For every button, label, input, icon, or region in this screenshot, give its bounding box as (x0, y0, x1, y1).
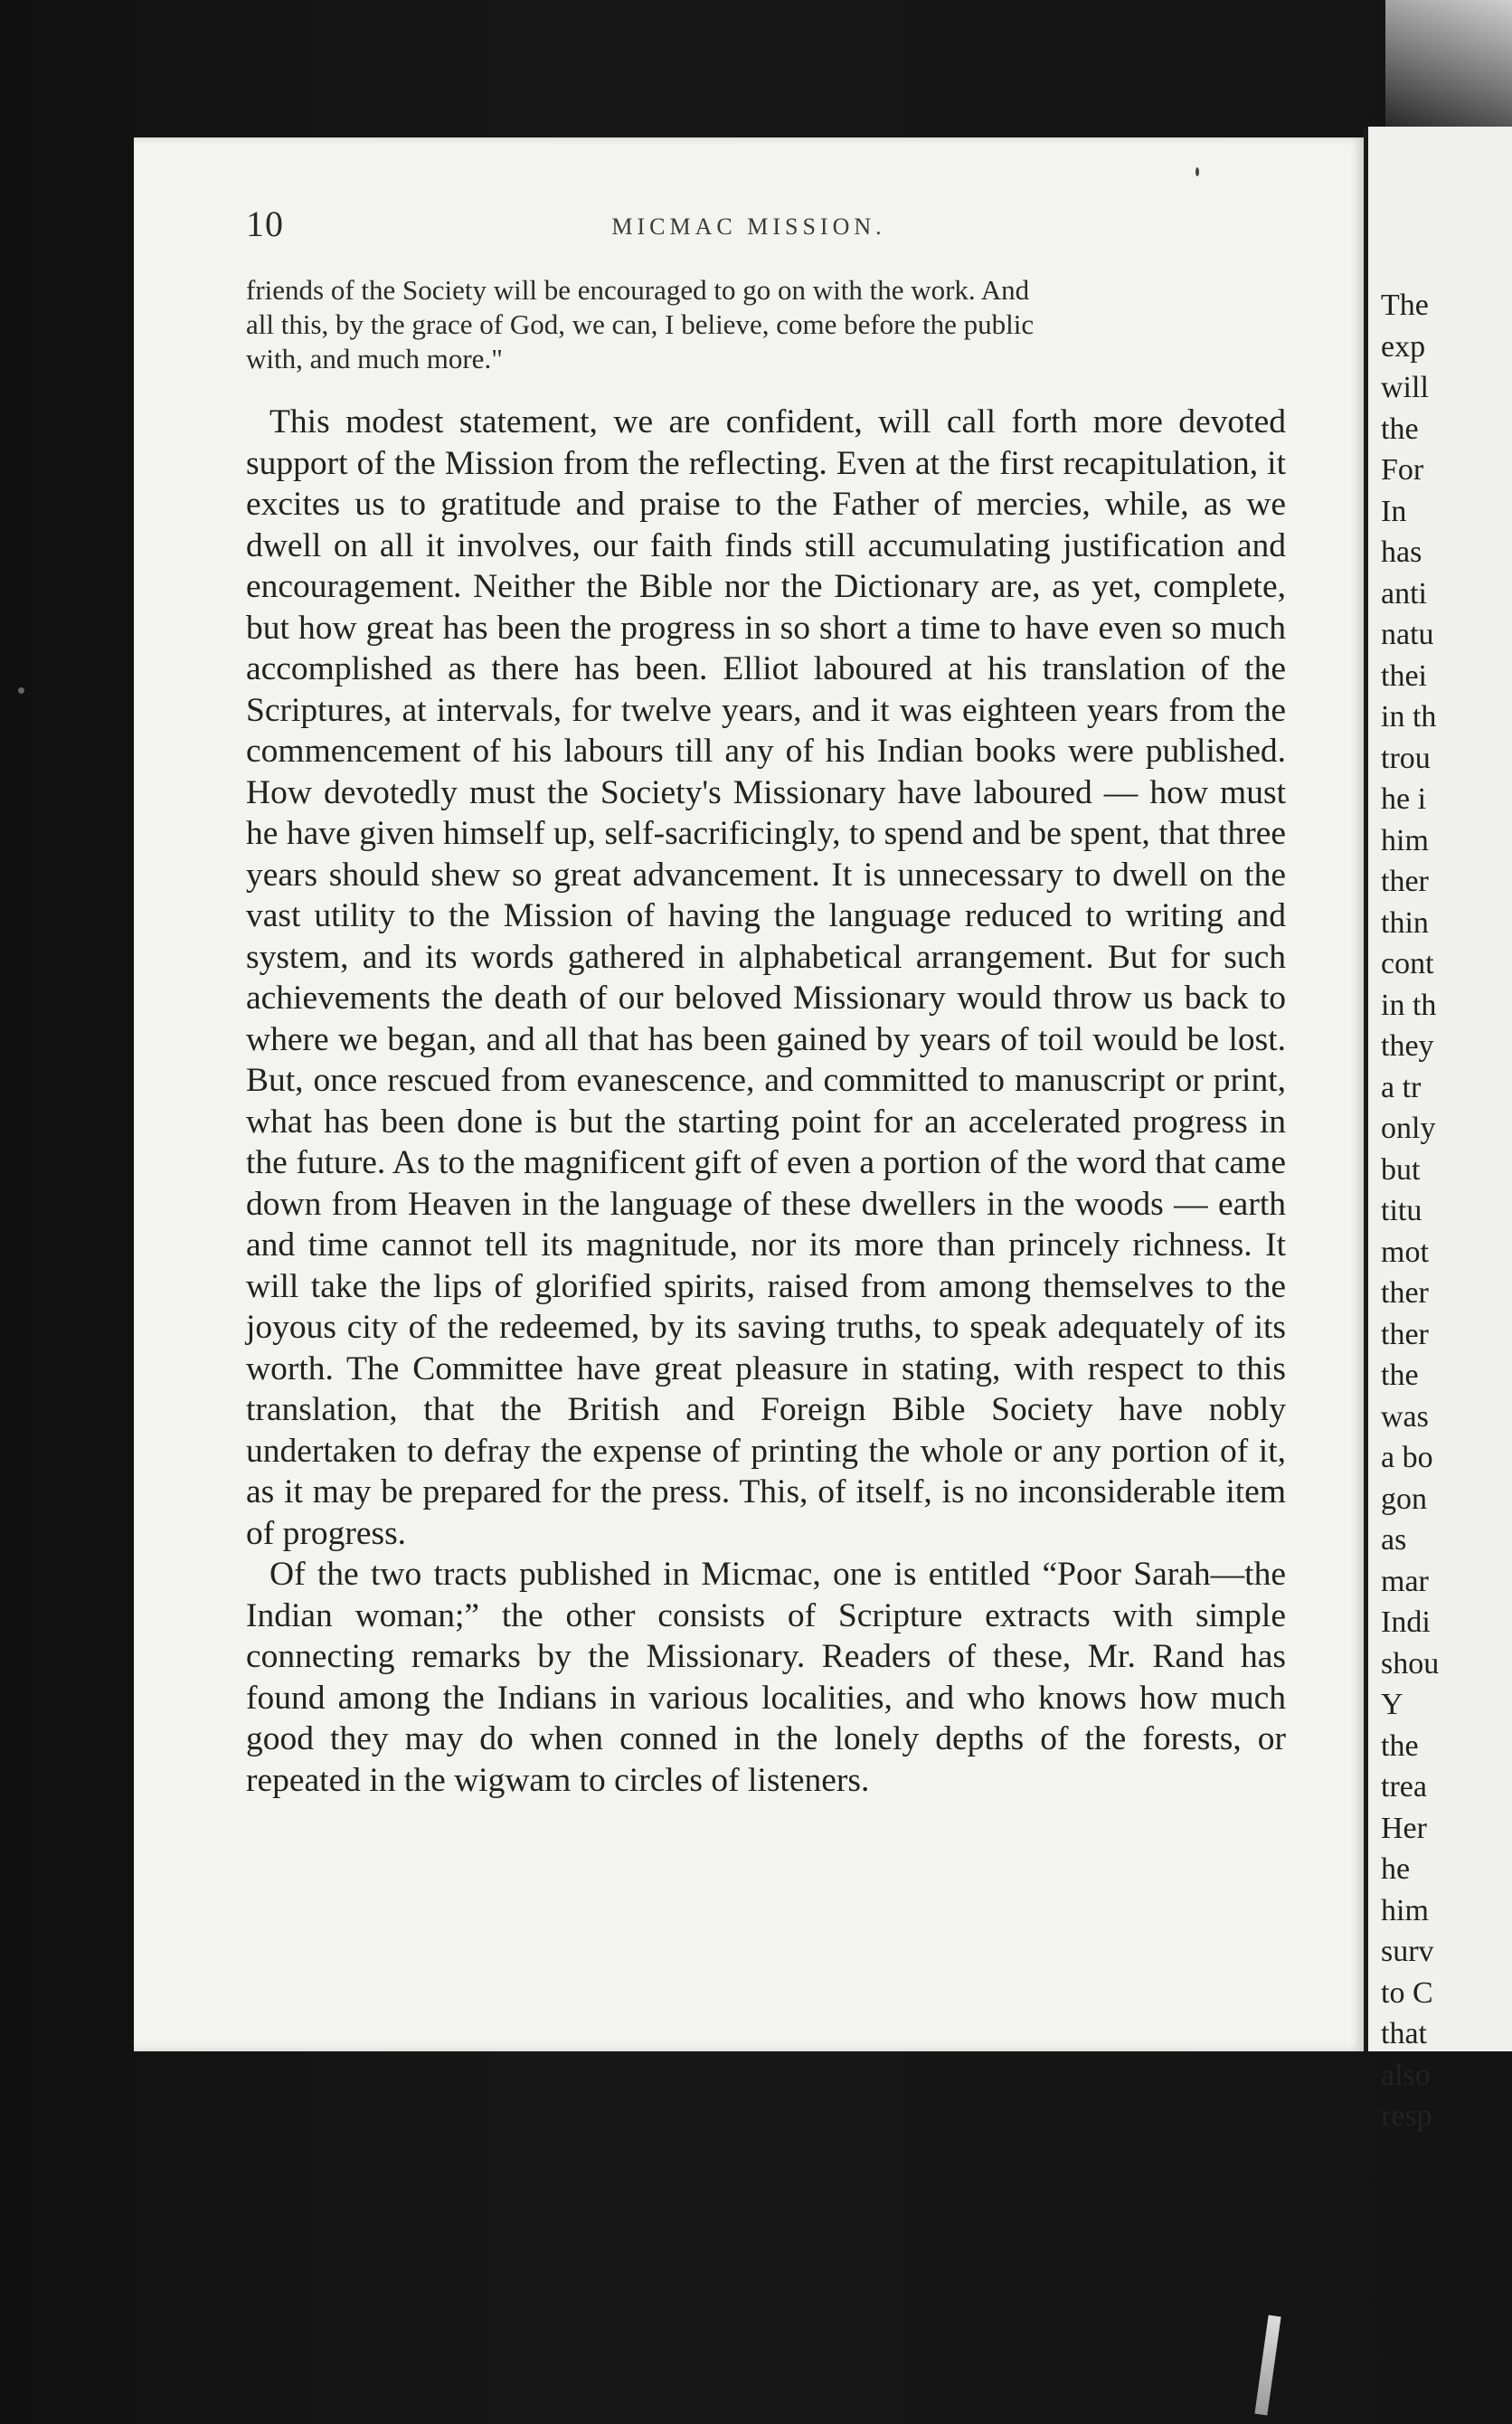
facing-page-line: gon (1381, 1482, 1427, 1516)
facing-page-line: him (1381, 823, 1429, 857)
facing-page-line: the (1381, 1359, 1419, 1392)
facing-page-line: was (1381, 1399, 1429, 1434)
facing-page-line: shou (1381, 1646, 1440, 1681)
facing-page-line: mar (1381, 1564, 1429, 1598)
facing-page-line: Indi (1381, 1605, 1431, 1639)
facing-page-line: Y (1381, 1688, 1403, 1721)
body-text (246, 402, 1286, 1801)
facing-page-line: they (1381, 1029, 1434, 1063)
facing-page-line: the (1381, 412, 1419, 446)
facing-page-line: also (1381, 2058, 1431, 2092)
facing-page-line: Her (1381, 1811, 1427, 1845)
facing-page-line: him (1381, 1893, 1429, 1927)
facing-page-line: thei (1381, 658, 1427, 693)
facing-page-line: ther (1381, 865, 1429, 898)
left-page (134, 137, 1364, 2051)
facing-page-line: thin (1381, 905, 1429, 940)
running-head: MICMAC MISSION. (611, 213, 886, 240)
facing-page-line: has (1381, 535, 1422, 569)
facing-page-line: as (1381, 1523, 1407, 1557)
scan-speck (1195, 167, 1199, 176)
facing-page-line: to C (1381, 1975, 1433, 2010)
facing-page-line: surv (1381, 1935, 1434, 1968)
facing-page-line: In (1381, 494, 1407, 528)
facing-page-line: natu (1381, 618, 1434, 651)
facing-page-line: a tr (1381, 1070, 1422, 1104)
facing-page-line: exp (1381, 329, 1426, 364)
facing-page-line: he i (1381, 782, 1427, 816)
facing-page-text (1368, 285, 1439, 2137)
paragraph: This modest statement, we are confident, will call forth more devoted support of the Mission from the reflecting. Even at the first recapitulation, it excites us to gratitude and praise to the Father of mercies, while, as we dwell on all it involves, our faith finds still accumulating justification and encouragement. Neither the Bible nor the Dictionary are, as yet, complete, but how great has been the progress in so short a time to have even so much accomplished as there has been. Elliot laboured at his translation of the Scriptures, at intervals, for twelve years, and it was eighteen years from the commencement of his labours till any of his Indian books were published. How devotedly must the Society's Missionary have laboured — how must he have given himself up, self-sacrificingly, to spend and be spent, that three years should shew so great advancement. It is unnecessary to dwell on the vast utility to the Mission of having the language reduced to writing and system, and its words gathered in alphabetical arrangement. But for such achievements the death of our beloved Missionary would throw us back to where we began, and all that has been gained by years of toil would be lost. But, once rescued from evanescence, and committed to manuscript or print, what has been done is but the starting point for an accelerated progress in the future. As to the magnificent gift of even a portion of the word that came down from Heaven in the language of these dwellers in the woods — earth and time cannot tell its magnitude, nor its more than princely richness. It will take the lips of glorified spirits, raised from among themselves to the joyous city of the redeemed, by its saving truths, to speak adequately of its worth. The Committee have great pleasure in stating, with respect to this translation, that the British and Foreign Bible Society have nobly undertaken to defray the expense of printing the whole or any portion of it, as it may be prepared for the press. This, of itself, is no inconsiderable item of progress. (246, 403, 1286, 1552)
facing-page-line: ther (1381, 1276, 1429, 1310)
quote-line: with, and much more." (246, 343, 503, 374)
facing-page-line: a bo (1381, 1441, 1433, 1474)
quote-line: friends of the Society will be encouraged to go on with the work. And (246, 274, 1030, 306)
facing-page-line: the (1381, 1728, 1419, 1763)
scan-speck (18, 687, 24, 694)
facing-page-line: trea (1381, 1770, 1427, 1804)
facing-page-line: For (1381, 453, 1424, 487)
page-number: 10 (246, 204, 284, 244)
facing-page-line: but (1381, 1152, 1421, 1187)
facing-page-line: resp (1381, 2099, 1432, 2133)
facing-page-line: ther (1381, 1317, 1429, 1351)
quote-line: all this, by the grace of God, we can, I believe, come before the public (246, 308, 1035, 340)
facing-page-line: cont (1381, 947, 1434, 980)
facing-page-line: in th (1381, 988, 1437, 1022)
facing-page-line: trou (1381, 741, 1431, 775)
paragraph: Of the two tracts published in Micmac, one is entitled “Poor Sarah—the Indian woman;” the other consists of Scripture extracts with simple connecting remarks by the Missionary. Readers of these, Mr. Rand has found among the Indians in various localities, and who knows how much good they may do when conned in the lonely depths of the forests, or repeated in the wigwam to circles of listeners. (246, 1556, 1286, 1799)
facing-page-line: he (1381, 1852, 1411, 1886)
quoted-passage (246, 273, 1286, 376)
facing-page-line: anti (1381, 576, 1427, 611)
facing-page-line: will (1381, 371, 1429, 404)
facing-page-line: mot (1381, 1235, 1429, 1269)
facing-page-line: titu (1381, 1194, 1422, 1227)
facing-page-line: The (1381, 289, 1429, 322)
facing-page-line: that (1381, 2017, 1427, 2050)
facing-page-line: in th (1381, 700, 1437, 734)
facing-page-line: only (1381, 1112, 1436, 1145)
facing-page (1368, 127, 1512, 2133)
page-header (134, 203, 1364, 248)
